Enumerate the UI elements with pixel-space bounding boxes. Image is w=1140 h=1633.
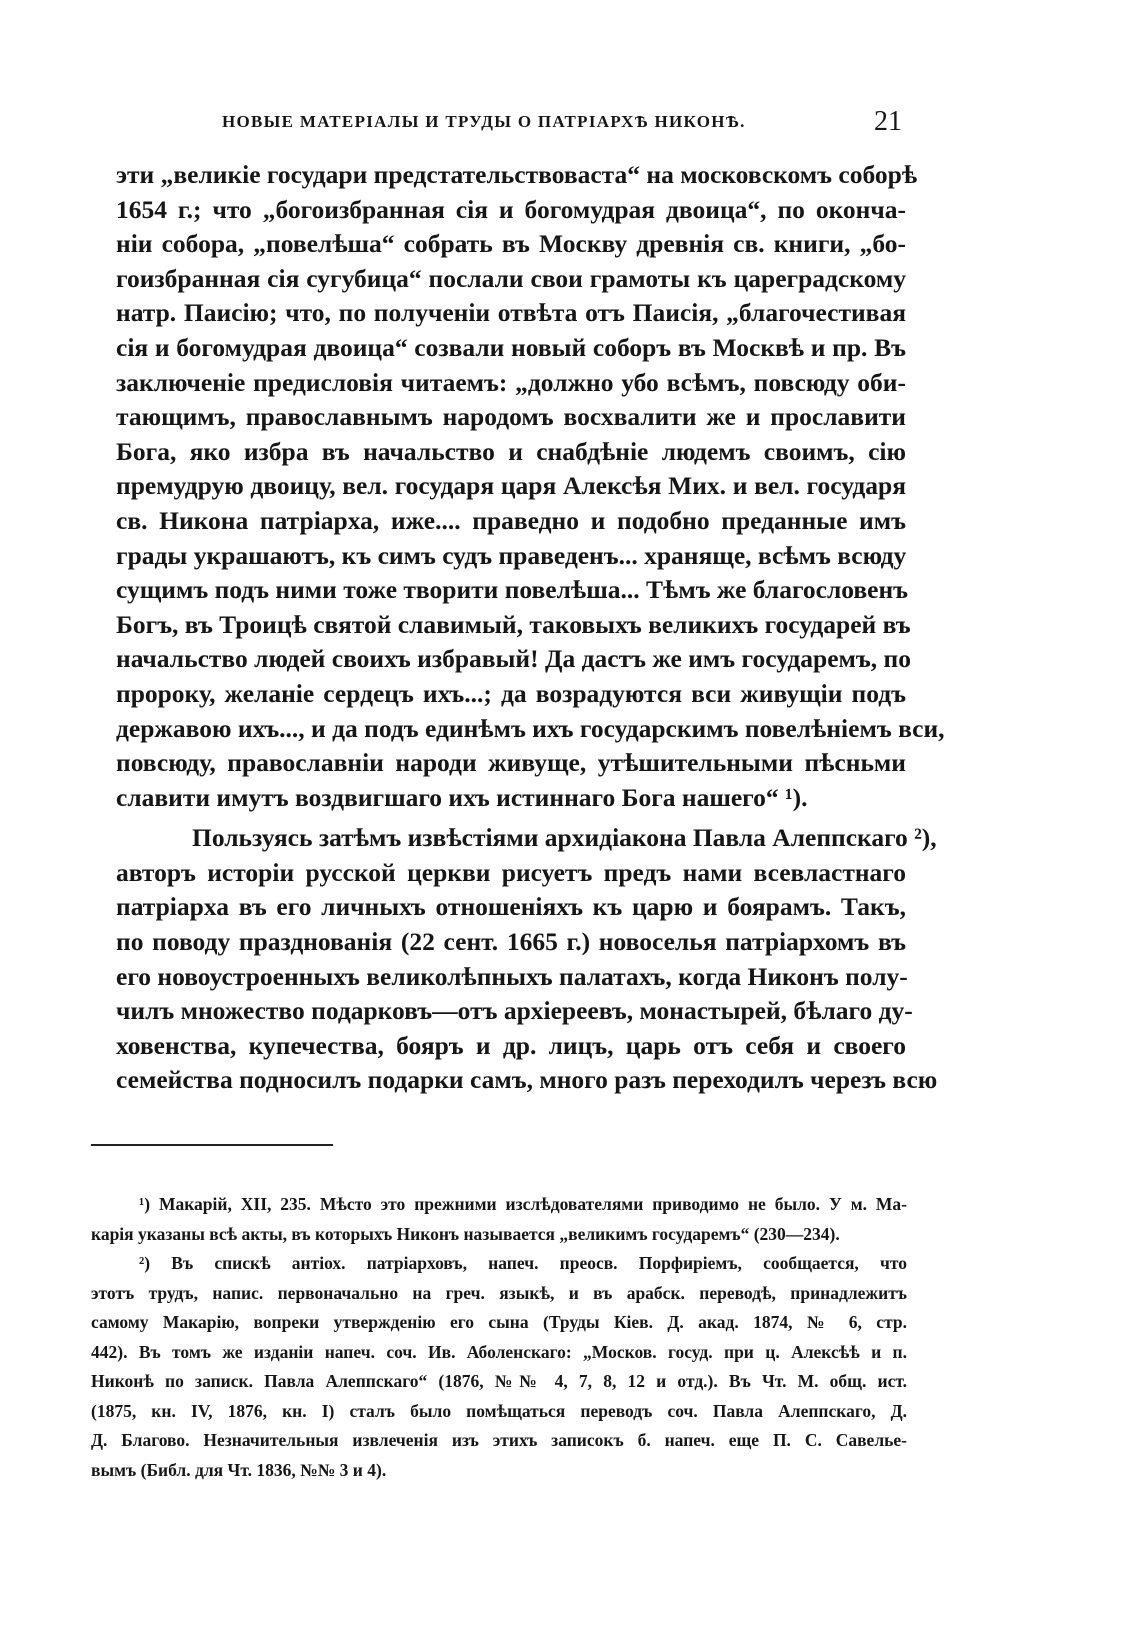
text-line: натр. Паисію; что, по полученіи отвѣта отъ Паисія, „благочестивая (116, 298, 906, 328)
text-line: св. Никона патріарха, иже.... праведно и подобно преданные имъ (116, 505, 906, 535)
text-line: семейства подносилъ подарки самъ, много разъ переходилъ черезъ всю (116, 1065, 938, 1095)
running-title: НОВЫЕ МАТЕРІАЛЫ И ТРУДЫ О ПАТРІАРХѢ НИКОНѢ. (222, 112, 746, 131)
text-line: Бога, яко избра въ начальство и снабдѣніе людемъ своимъ, сію (116, 436, 906, 466)
text-line: заключеніе предисловія читаемъ: „должно убо всѣмъ, повсюду оби- (116, 367, 906, 397)
footnote-line: Никонѣ по записк. Павла Алеппскаго“ (1876, №№ 4, 7, 8, 12 и отд.). Въ Чт. М. общ. ист. (91, 1371, 907, 1391)
text-line: сущимъ подъ ними тоже творити повелѣша... Тѣмъ же благословенъ (116, 575, 909, 605)
text-line: чилъ множество подарковъ—отъ архіереевъ, монастырей, бѣлаго ду- (116, 996, 913, 1026)
text-line: патріарха въ его личныхъ отношеніяхъ къ царю и боярамъ. Такъ, (116, 892, 906, 922)
text-line: начальство людей своихъ избравый! Да дастъ же имъ государемъ, по (116, 644, 911, 674)
footnote-line: ¹) Макарій, XII, 235. Мѣсто это прежними изслѣдователями приводимо не было. У м. Ма- (139, 1194, 907, 1214)
text-line: Богъ, въ Троицѣ святой славимый, таковыхъ великихъ государей въ (116, 609, 911, 639)
paragraph-2 (116, 821, 938, 1098)
text-line: авторъ исторіи русской церкви рисуетъ предъ нами всевластнаго (116, 857, 906, 887)
footnote-line: (1875, кн. IV, 1876, кн. I) сталъ было помѣщаться переводъ соч. Павла Алеппскаго, Д. (91, 1400, 907, 1421)
main-text (116, 158, 945, 1098)
text-line: премудрую двоицу, вел. государя царя Алексѣя Мих. и вел. государя (116, 471, 906, 501)
text-line: 1654 г.; что „богоизбранная сія и богомудрая двоица“, по оконча- (116, 194, 906, 224)
text-line: державою ихъ..., и да подъ единѣмъ ихъ государскимъ повелѣніемъ вси, (116, 713, 945, 743)
text-line: ховенства, купечества, бояръ и др. лицъ, царь отъ себя и своего (116, 1030, 906, 1060)
footnote-line: ²) Въ спискѣ антіох. патріарховъ, напеч. преосв. Порфиріемъ, сообщается, что (139, 1253, 907, 1273)
text-line: повсюду, православніи народи живуще, утѣшительными пѣсньми (116, 748, 906, 778)
footnote-line: Д. Благово. Незначительныя извлеченія изъ этихъ записокъ б. напеч. еще П. С. Савелье- (91, 1430, 907, 1450)
text-line: Пользуясь затѣмъ извѣстіями архидіакона Павла Алеппскаго ²), (192, 823, 937, 853)
footnote-separator (91, 1144, 333, 1146)
footnote-line: 442). Въ томъ же изданіи напеч. соч. Ив. Аболенскаго: „Москов. госуд. при ц. Алексѣѣ и п. (91, 1341, 907, 1362)
text-line: пророку, желаніе сердецъ ихъ...; да возрадуются вси живущіи подъ (116, 678, 906, 708)
text-line: по поводу празднованія (22 сент. 1665 г.) новоселья патріархомъ въ (116, 927, 906, 957)
text-line: славити имутъ воздвигшаго ихъ истиннаго Бога нашего“ ¹). (116, 782, 808, 812)
footnote-line: самому Макарію, вопреки утвержденію его сына (Труды Кіев. Д. акад. 1874, № 6, стр. (91, 1312, 907, 1332)
footnote-line: вымъ (Библ. для Чт. 1836, №№ 3 и 4). (91, 1459, 387, 1480)
text-line: сія и богомудрая двоица“ созвали новый соборъ въ Москвѣ и пр. Въ (116, 332, 906, 362)
page-number: 21 (874, 106, 902, 137)
paragraph-1 (116, 158, 945, 815)
footnote-2 (91, 1249, 907, 1485)
footnote-1 (91, 1190, 907, 1249)
text-line: грады украшаютъ, къ симъ судъ праведенъ... хранящe, всѣмъ всюду (116, 540, 907, 570)
text-line: гоизбранная сія сугубица“ послали свои грамоты къ цареградскому (116, 263, 906, 293)
text-line: его новоустроенныхъ великолѣпныхъ палатахъ, когда Никонъ полу- (116, 961, 908, 991)
text-line: эти „великіе государи предстательствоваста“ на московскомъ соборѣ (116, 160, 918, 189)
footnotes (91, 1190, 907, 1485)
text-line: ніи собора, „повелѣша“ собрать въ Москву древнія св. книги, „бо- (116, 229, 906, 259)
text-line: тающимъ, православнымъ народомъ восхвалити же и прославити (116, 402, 906, 432)
footnote-line: этотъ трудъ, напис. первоначально на греч. языкѣ, и въ арабск. переводѣ, принадлежитъ (91, 1282, 907, 1303)
footnote-line: карія указаны всѣ акты, въ которыхъ Никонъ называется „великимъ государемъ“ (230—234). (91, 1223, 840, 1244)
